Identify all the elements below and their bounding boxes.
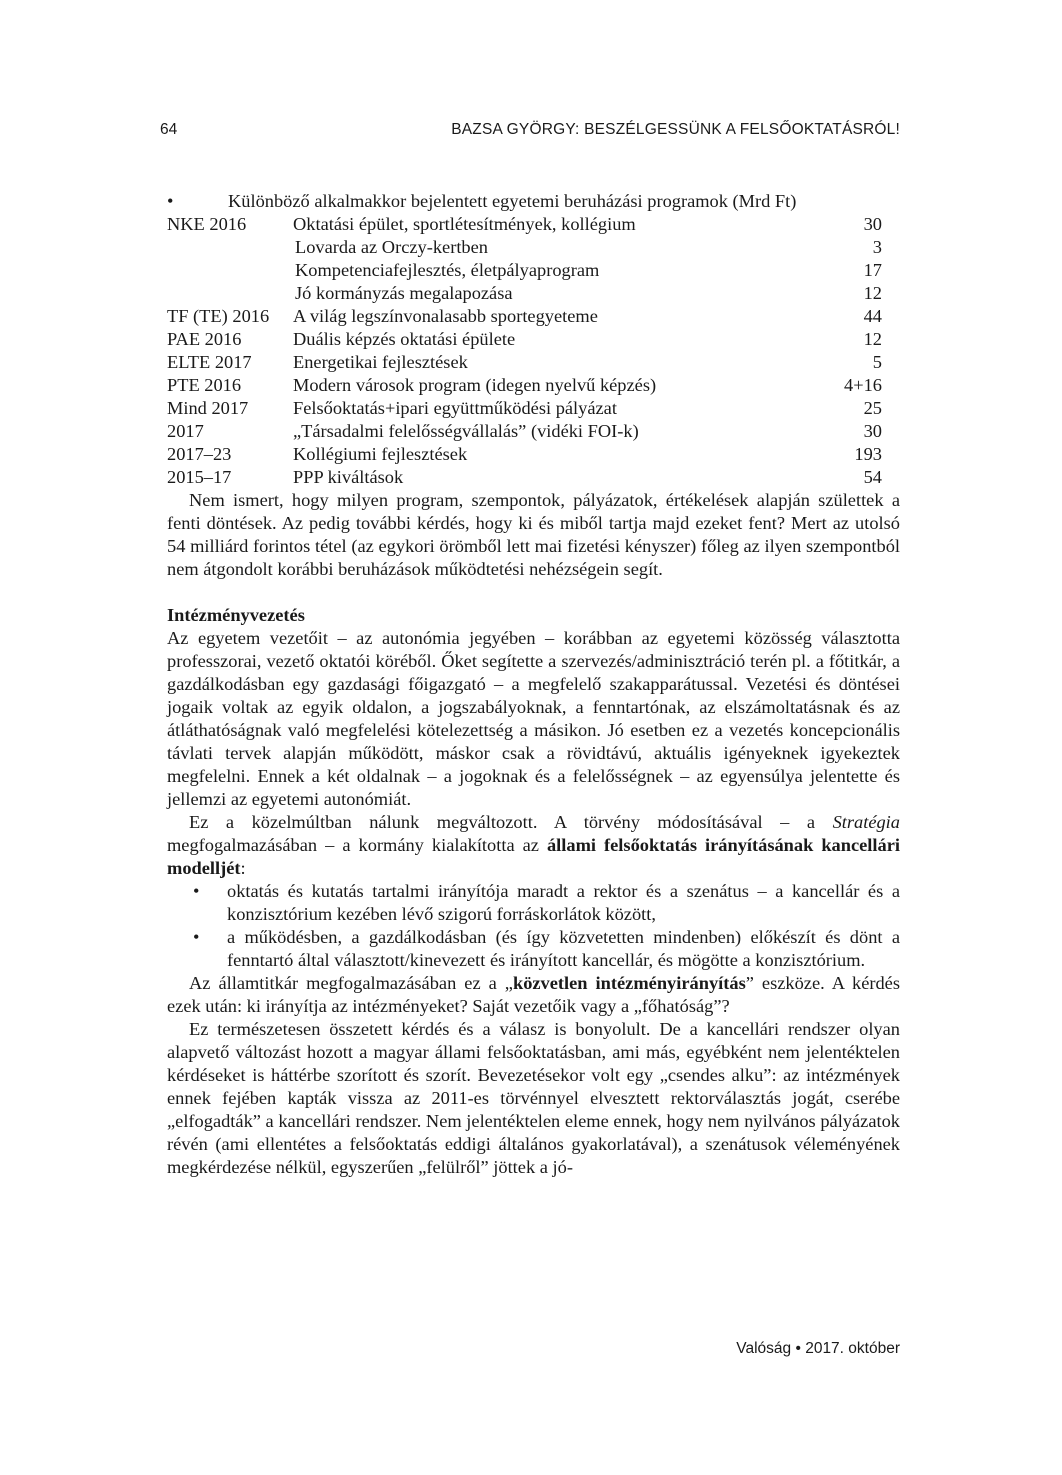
investment-amount: 54	[863, 467, 882, 487]
page-content	[167, 190, 900, 1179]
investment-description: Felsőoktatás+ipari együttműködési pályázat	[293, 398, 617, 418]
investment-amount: 30	[863, 421, 882, 441]
investment-institution: PAE 2016	[167, 329, 242, 349]
paragraph	[167, 972, 900, 1018]
text-run: Ez a közelmúltban nálunk megváltozott. A törvény módosításával – a	[189, 812, 833, 832]
page-header	[160, 121, 900, 143]
investment-institution: ELTE 2017	[167, 352, 252, 372]
text-run: Az államtitkár megfogalmazásában ez a „	[189, 973, 513, 993]
investment-description: Kollégiumi fejlesztések	[293, 444, 468, 464]
investment-amount: 5	[872, 352, 882, 372]
list-item	[167, 926, 900, 972]
investment-amount: 12	[863, 283, 882, 303]
investment-row	[167, 420, 900, 443]
text-run: ” eszköze. A kérdés ezek után: ki irányítja az intézményeket? Saját vezetőik vagy a „főhatóság”?	[167, 973, 900, 1016]
investment-amount: 17	[863, 260, 882, 280]
bullet-icon: •	[167, 191, 174, 211]
investment-row	[167, 397, 900, 420]
investment-description: Duális képzés oktatási épülete	[293, 329, 516, 349]
investment-row	[167, 282, 900, 305]
bullet-list	[167, 880, 900, 972]
investment-amount: 30	[863, 214, 882, 234]
investment-institution: 2015–17	[167, 467, 232, 487]
investment-table	[167, 213, 900, 489]
page-number: 64	[160, 121, 178, 138]
investment-institution: TF (TE) 2016	[167, 306, 270, 326]
section-heading: Intézményvezetés	[167, 605, 305, 625]
investment-row	[167, 466, 900, 489]
investment-description: Oktatási épület, sportlétesítmények, kollégium	[293, 214, 636, 234]
bold-text: közvetlen intézményirányítás	[512, 973, 746, 993]
investment-row	[167, 236, 900, 259]
investment-description: Modern városok program (idegen nyelvű képzés)	[293, 375, 657, 395]
investment-description: Energetikai fejlesztések	[293, 352, 468, 372]
investment-amount: 4+16	[844, 375, 882, 395]
investment-amount: 12	[863, 329, 882, 349]
investment-institution: Mind 2017	[167, 398, 249, 418]
paragraph: Nem ismert, hogy milyen program, szempontok, pályázatok, értékelések alapján születtek a fenti döntések. Az pedig további kérdés, hogy ki és miből tartja majd ezeket fent? Mert az utolsó 54 milliárd forintos tétel (az egykori örömből lett mai fizetési kényszer) főleg az ilyen szempontból nem átgondolt korábbi beruházások működtetési nehézségein segít.	[167, 490, 900, 579]
investment-institution: PTE 2016	[167, 375, 242, 395]
investment-row	[167, 213, 900, 236]
investment-institution: 2017	[167, 421, 204, 441]
investment-institution: NKE 2016	[167, 214, 247, 234]
investment-description: „Társadalmi felelősségvállalás” (vidéki FOI-k)	[293, 421, 639, 441]
bold-text: állami felsőoktatás irányításának kancellári modelljét	[167, 835, 900, 878]
text-run: :	[240, 858, 246, 878]
paragraph	[167, 811, 900, 880]
investment-list-heading	[167, 190, 900, 213]
list-item-text: oktatás és kutatás tartalmi irányítója maradt a rektor és a szenátus – a kancellár és a konzisztórium kezében lévő szigorú forráskorlátok között,	[227, 881, 900, 924]
paragraph: Ez természetesen összetett kérdés és a válasz is bonyolult. De a kancellári rendszer olyan alapvető változást hozott a magyar állami felsőoktatásban, ami más, egyébként nem jelentéktelen kérdéseket is háttérbe szorított és szorít. Bevezetésekor volt egy „csendes alku”: az intézmények ennek fejében kapták vissza az 2011-es törvénnyel elvesztett rektorválasztás jogát, cserébe „elfogadták” a kancellári rendszer. Nem jelentéktelen eleme ennek, hogy nem nyilvános pályázatok révén (ami ellentétes a felsőoktatás eddigi általános gyakorlatával), a szenátusok véleményének megkérdezése nélkül, egyszerűen „felülről” jöttek a jó-	[167, 1019, 900, 1177]
investment-institution	[167, 236, 293, 259]
investment-row	[167, 305, 900, 328]
investment-institution	[167, 282, 293, 305]
investment-description: Jó kormányzás megalapozása	[295, 283, 513, 303]
investment-row	[167, 328, 900, 351]
investment-institution: 2017–23	[167, 444, 232, 464]
investment-heading-text: Különböző alkalmakkor bejelentett egyetemi beruházási programok (Mrd Ft)	[228, 191, 797, 211]
bullet-icon: •	[193, 927, 200, 947]
investment-description: PPP kiváltások	[293, 467, 404, 487]
list-item	[167, 880, 900, 926]
text-run: megfogalmazásában – a kormány kialakította az	[167, 835, 547, 855]
paragraph: Az egyetem vezetőit – az autonómia jegyében – korábban az egyetemi közösség választotta professzorai, vezető oktatói köréből. Őket segítette a szervezés/adminisztráció terén pl. a főtitkár, a gazdálkodásban egy gazdasági főigazgató – a megfelelő szakapparátussal. Vezetési és döntései jogaik voltak az egyik oldalon, a jogszabályoknak, a fenntartónak, az elszámoltatásnak és az átláthatóságnak való megfelelési kötelezettség a másikon. Jó esetben ez a vezetés koncepcionális távlati tervek alapján működött, máskor csak a rövidtávú, aktuális igényeknek igyekeztek megfelelni. Ennek a két oldalnak – a jogoknak és a felelősségnek – az egyensúlya jelentette és jellemzi az egyetemi autonómiát.	[167, 628, 900, 809]
investment-row	[167, 443, 900, 466]
investment-row	[167, 374, 900, 397]
investment-amount: 44	[863, 306, 882, 326]
bullet-icon: •	[193, 881, 200, 901]
investment-description: A világ legszínvonalasabb sportegyeteme	[293, 306, 598, 326]
list-item-text: a működésben, a gazdálkodásban (és így közvetetten mindenben) előkészít és dönt a fenntartó által választott/kinevezett és irányított kancellár, és mögötte a konzisztórium.	[227, 927, 900, 970]
investment-description: Lovarda az Orczy-kertben	[295, 237, 488, 257]
emphasis-text: Stratégia	[832, 812, 900, 832]
investment-amount: 3	[872, 237, 882, 257]
investment-institution	[167, 259, 293, 282]
investment-amount: 25	[863, 398, 882, 418]
investment-description: Kompetenciafejlesztés, életpályaprogram	[295, 260, 600, 280]
investment-amount: 193	[854, 444, 882, 464]
investment-row	[167, 259, 900, 282]
page-footer: Valóság • 2017. október	[736, 1340, 900, 1357]
running-title: BAZSA GYÖRGY: BESZÉLGESSÜNK A FELSŐOKTATÁSRÓL!	[451, 121, 900, 138]
investment-row	[167, 351, 900, 374]
